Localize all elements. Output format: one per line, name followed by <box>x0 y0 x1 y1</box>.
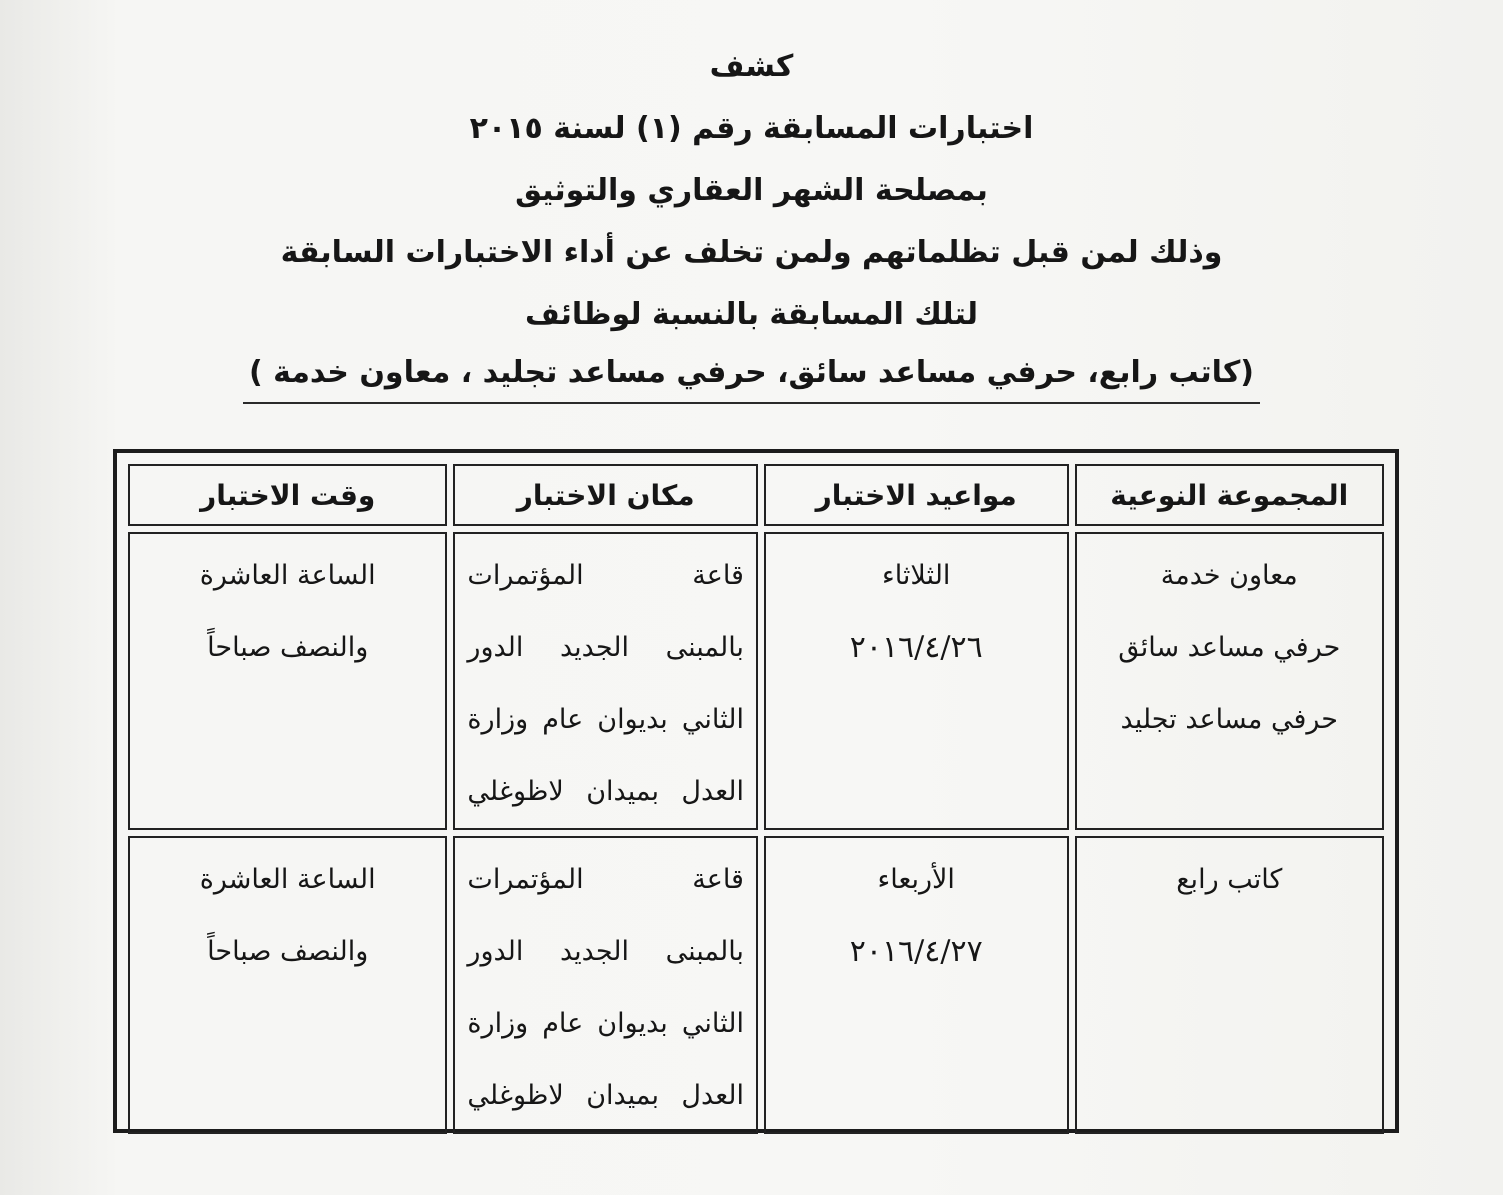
header-title: كشف <box>709 49 794 84</box>
cell-place <box>453 532 758 830</box>
test-day: الثلاثاء <box>882 560 951 591</box>
test-day: الأربعاء <box>877 864 955 895</box>
time-line: الساعة العاشرة <box>199 560 376 591</box>
schedule-table <box>122 458 1390 1140</box>
column-header-time: وقت الاختبار <box>128 464 447 526</box>
group-item: حرفي مساعد تجليد <box>1120 704 1338 735</box>
group-item: كاتب رابع <box>1176 864 1283 895</box>
cell-place <box>453 836 758 1134</box>
header-authority: بمصلحة الشهر العقاري والتوثيق <box>515 173 988 208</box>
cell-time <box>128 836 447 1134</box>
place-line: الثاني بديوان عام وزارة <box>467 1008 744 1039</box>
test-date: ٢٠١٦/٤/٢٧ <box>849 934 983 969</box>
place-line: بالمبنى الجديد الدور <box>467 936 744 967</box>
document-header <box>0 36 1503 404</box>
test-date: ٢٠١٦/٤/٢٦ <box>849 630 983 665</box>
place-line: العدل بميدان لاظوغلي <box>467 1080 744 1111</box>
group-item: حرفي مساعد سائق <box>1118 632 1341 663</box>
header-jobs-list: (كاتب رابع، حرفي مساعد سائق، حرفي مساعد تجليد ، معاون خدمة ) <box>243 346 1260 404</box>
cell-date <box>764 532 1069 830</box>
column-header-place: مكان الاختبار <box>453 464 758 526</box>
place-line: العدل بميدان لاظوغلي <box>467 776 744 807</box>
time-line: والنصف صباحاً <box>207 632 369 663</box>
place-line: قاعة المؤتمرات <box>467 864 744 895</box>
place-line: الثاني بديوان عام وزارة <box>467 704 744 735</box>
table-header-row <box>128 464 1384 526</box>
table-row <box>128 532 1384 830</box>
header-description-cont: لتلك المسابقة بالنسبة لوظائف <box>524 297 979 332</box>
cell-group <box>1075 836 1385 1134</box>
cell-date <box>764 836 1069 1134</box>
place-line: قاعة المؤتمرات <box>467 560 744 591</box>
schedule-table-frame <box>113 449 1399 1133</box>
cell-group <box>1075 532 1385 830</box>
header-competition: اختبارات المسابقة رقم (١) لسنة ٢٠١٥ <box>469 111 1034 146</box>
column-header-dates: مواعيد الاختبار <box>764 464 1069 526</box>
time-line: الساعة العاشرة <box>199 864 376 895</box>
cell-time <box>128 532 447 830</box>
table-row <box>128 836 1384 1134</box>
group-item: معاون خدمة <box>1160 560 1298 591</box>
place-line: بالمبنى الجديد الدور <box>467 632 744 663</box>
time-line: والنصف صباحاً <box>207 936 369 967</box>
column-header-group: المجموعة النوعية <box>1075 464 1385 526</box>
header-description: وذلك لمن قبل تظلماتهم ولمن تخلف عن أداء الاختبارات السابقة <box>280 235 1223 270</box>
